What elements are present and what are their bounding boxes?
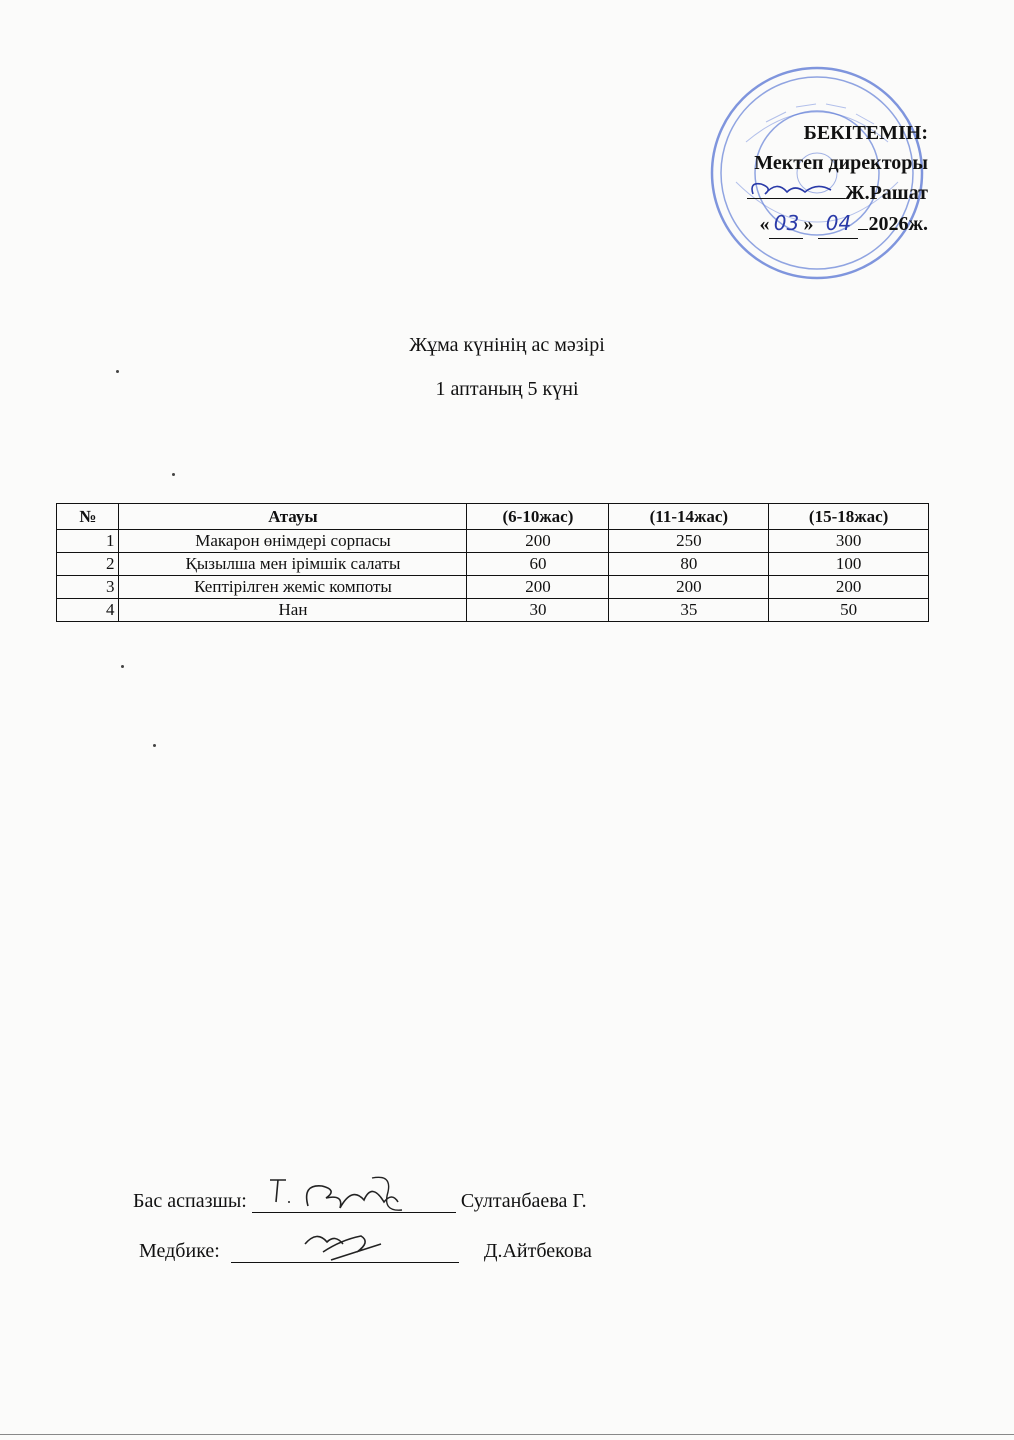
table-row (57, 530, 929, 553)
nurse-signature (231, 1222, 459, 1266)
column-header-age-6-10: (6-10жас) (467, 504, 609, 530)
table-row (57, 599, 929, 622)
column-header-number: № (57, 504, 119, 530)
table-row (57, 553, 929, 576)
cell-portion-15-18: 50 (769, 599, 929, 622)
column-header-age-11-14: (11-14жас) (609, 504, 769, 530)
director-name: Ж.Рашат (844, 182, 928, 204)
approval-position: Мектеп директоры (754, 152, 928, 174)
director-signature (747, 174, 845, 200)
chef-signature-row (133, 1188, 587, 1213)
cell-portion-6-10: 60 (467, 553, 609, 576)
page-title: Жұма күнінің ас мәзірі (409, 334, 605, 356)
cell-number: 2 (57, 553, 119, 576)
chef-signature (252, 1172, 456, 1216)
cell-dish-name: Макарон өнімдері сорпасы (119, 530, 467, 553)
cell-dish-name: Қызылша мен ірімшік салаты (119, 553, 467, 576)
approval-block (747, 118, 928, 239)
nurse-signature-line (231, 1238, 459, 1263)
cell-portion-11-14: 80 (609, 553, 769, 576)
nurse-label: Медбике: (139, 1240, 220, 1262)
nurse-signature-row (139, 1238, 592, 1263)
approval-signature-line (747, 178, 928, 208)
cell-portion-6-10: 30 (467, 599, 609, 622)
page-subtitle: 1 аптаның 5 күні (435, 378, 579, 400)
cell-portion-6-10: 200 (467, 576, 609, 599)
cell-portion-11-14: 35 (609, 599, 769, 622)
cell-portion-11-14: 200 (609, 576, 769, 599)
page-bottom-edge (0, 1434, 1014, 1435)
approval-date: « 03 » 04 2026ж. (747, 208, 928, 239)
scan-speck (116, 370, 119, 373)
chef-name: Султанбаева Г. (460, 1190, 587, 1212)
scan-speck (153, 744, 156, 747)
column-header-age-15-18: (15-18жас) (769, 504, 929, 530)
cell-number: 1 (57, 530, 119, 553)
cell-dish-name: Кептірілген жеміс компоты (119, 576, 467, 599)
cell-portion-15-18: 100 (769, 553, 929, 576)
scan-speck (121, 665, 124, 668)
date-day: 03 (769, 208, 803, 239)
cell-portion-15-18: 200 (769, 576, 929, 599)
menu-table (56, 503, 929, 622)
date-year: 2026ж. (868, 213, 928, 235)
cell-portion-11-14: 250 (609, 530, 769, 553)
scan-speck (172, 473, 175, 476)
column-header-name: Атауы (119, 504, 467, 530)
chef-label: Бас аспазшы: (133, 1190, 247, 1212)
chef-signature-line (252, 1188, 456, 1213)
table-row (57, 576, 929, 599)
nurse-name: Д.Айтбекова (483, 1240, 592, 1262)
table-header-row (57, 504, 929, 530)
cell-number: 3 (57, 576, 119, 599)
date-month: 04 (818, 208, 858, 239)
cell-portion-15-18: 300 (769, 530, 929, 553)
director-signature-line (747, 198, 845, 199)
approval-heading: БЕКІТЕМІН: (803, 122, 928, 144)
cell-portion-6-10: 200 (467, 530, 609, 553)
cell-number: 4 (57, 599, 119, 622)
cell-dish-name: Нан (119, 599, 467, 622)
